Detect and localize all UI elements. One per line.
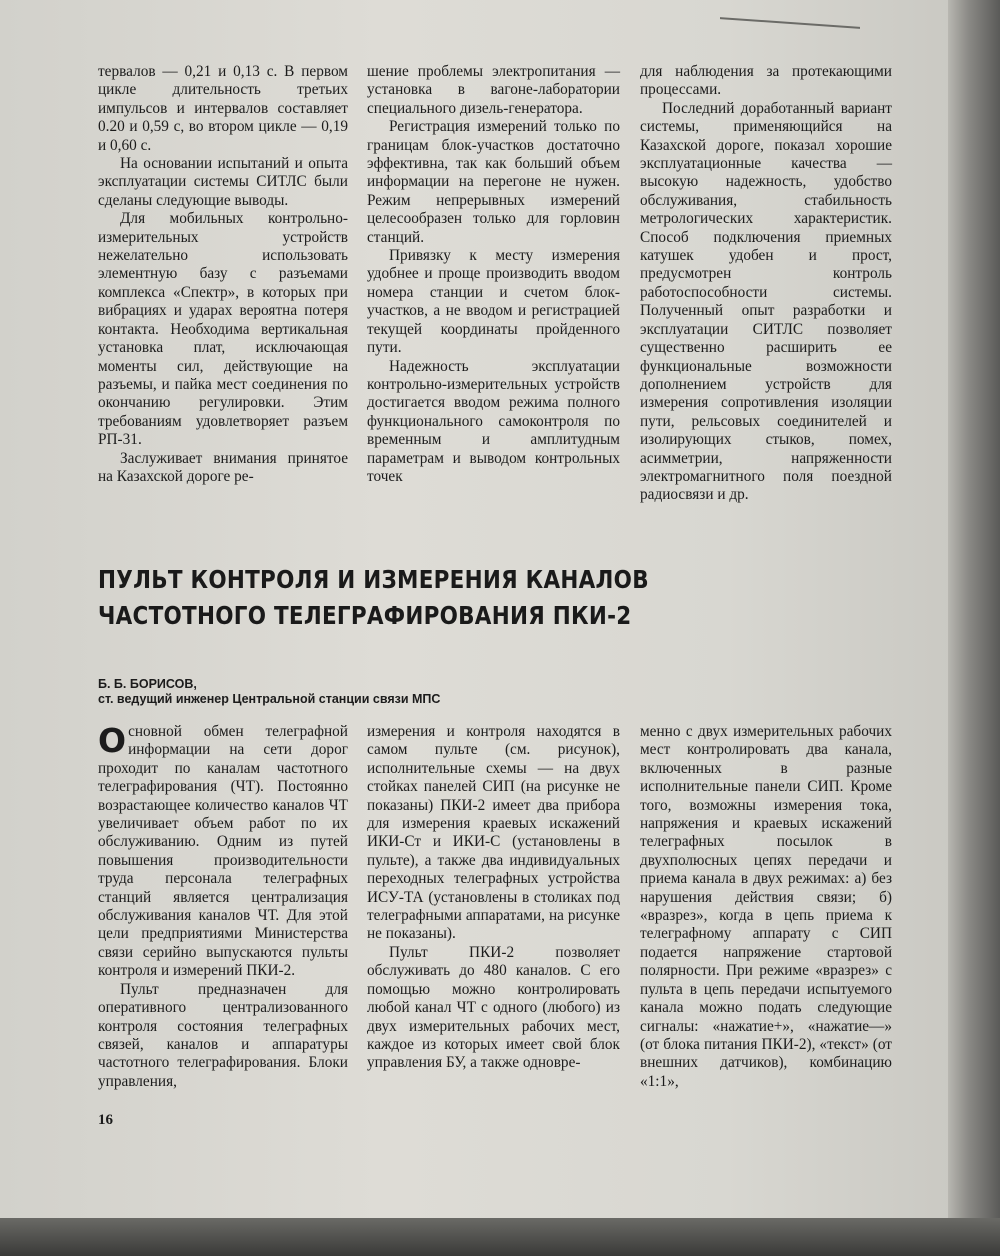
paragraph: тервалов — 0,21 и 0,13 с. В первом цикле длительность третьих импульсов и интервалов составляет 0.20 и 0,59 с, во втором цикле — 0,19 и 0,60 с. (98, 63, 348, 154)
drop-cap: О (98, 721, 127, 760)
paragraph: Надежность эксплуатации контрольно-измерительных устройств достигается вводом режима полного функционального самоконтроля по временным и амплитудным параметрам и выводом контрольных точек (367, 357, 620, 485)
paragraph: Пульт предназначен для оперативного централизованного контроля состояния телеграфных связей, каналов и аппаратуры частотного телеграфирования. Блоки управления, (98, 980, 348, 1090)
top-column-2 (367, 63, 620, 486)
top-column-1 (98, 63, 348, 486)
paragraph: Регистрация измерений только по границам блок-участков достаточно эффективна, так как больший объем информации на перегоне не нужен. Режим непрерывных измерений целесообразен только для горловин станций. (367, 118, 620, 246)
page-bottom-shadow (0, 1218, 1000, 1256)
paragraph: Привязку к месту измерения удобнее и проще производить вводом номера станции и счетом блок-участков, а не вводом и регистрацией текущей координаты пройденного пути. (367, 247, 620, 357)
article-column-2 (367, 723, 620, 1073)
author-position: ст. ведущий инженер Центральной станции связи МПС (98, 692, 441, 706)
article-title (98, 562, 786, 634)
top-column-3 (640, 63, 892, 505)
book-spine-edge (948, 0, 1000, 1256)
paragraph: измерения и контроля находятся в самом пульте (см. рисунок), исполнительные схемы — на двух стойках панелей СИП (на рисунке не показаны) ПКИ-2 имеет два прибора для измерения краевых искажений ИКИ-Ст и ИКИ-С (установлены в пульте), а также два индивидуальных переходных телеграфных устройства ИСУ-ТА (установлены в столиках под телеграфными аппаратами, на рисунке не показаны). (367, 723, 620, 943)
paragraph: Пульт ПКИ-2 позволяет обслуживать до 480 каналов. С его помощью можно контролировать любой канал ЧТ с одного (любого) из двух измерительных рабочих мест, каждое из которых имеет свой блок управления БУ, а также одновре- (367, 943, 620, 1072)
paragraph: Последний доработанный вариант системы, применяющийся на Казахской дороге, показал хорошие эксплуатационные качества — высокую надежность, удобство обслуживания, стабильность метрологических характеристик. Способ подключения приемных катушек удобен и прост, предусмотрен контроль работоспособности системы. Полученный опыт разработки и эксплуатации СИТЛС позволяет существенно расширить ее функциональные возможности дополнением устройств для измерения сопротивления изоляции пути, рельсовых соединителей и изолирующих стыков, помех, асимметрии, напряженности электромагнитного поля поездной радиосвязи и др. (640, 99, 892, 504)
paragraph-text: сновной обмен телеграфной информации на сети дорог проходит по каналам частотного телеграфирования (ЧТ). Постоянно возрастающее количество каналов ЧТ увеличивает объем работ по их обслуживанию. Одним из путей повышения производительности труда персонала телеграфных станций является централизация обслуживания каналов ЧТ. Для этой цели предприятиями Министерства связи серийно выпускаются пульты контроля и измерений ПКИ-2. (98, 723, 348, 980)
paragraph: для наблюдения за протекающими процессами. (640, 63, 892, 99)
paragraph: На основании испытаний и опыта эксплуатации системы СИТЛС были сделаны следующие выводы. (98, 155, 348, 209)
article-column-1 (98, 723, 348, 1091)
page-fold-mark (720, 0, 860, 29)
paragraph (98, 723, 348, 981)
article-title-line-1: ПУЛЬТ КОНТРОЛЯ И ИЗМЕРЕНИЯ КАНАЛОВ (98, 565, 649, 594)
article-title-line-2: ЧАСТОТНОГО ТЕЛЕГРАФИРОВАНИЯ ПКИ-2 (98, 601, 632, 630)
paragraph: Заслуживает внимания принятое на Казахской дороге ре- (98, 449, 348, 485)
author-name: Б. Б. БОРИСОВ, (98, 677, 197, 691)
article-byline (98, 677, 798, 707)
paragraph: Для мобильных контрольно-измерительных устройств нежелательно использовать элементную базу с разъемами комплекса «Спектр», в которых при вибрациях и ударах вероятна потеря контакта. Необходима вертикальная установка плат, исключающая моменты сил, действующие на разъемы, и пайка мест соединения по окончанию регулировки. Этим требованиям удовлетворяет разъем РП-31. (98, 210, 348, 449)
page-number: 16 (98, 1112, 113, 1128)
paragraph: шение проблемы электропитания — установка в вагоне-лаборатории специального дизель-генератора. (367, 63, 620, 117)
article-column-3 (640, 723, 892, 1091)
paragraph: менно с двух измерительных рабочих мест контролировать два канала, включенных в разные исполнительные панели СИП. Кроме того, возможны измерения тока, напряжения и краевых искажений телеграфных посылок в двухполюсных цепях передачи и приема канала в двух режимах: а) без нарушения действия связи; б) «вразрез», когда в цепь приема к телеграфному аппарату с СИП подается напряжение стартовой полярности. При режиме «вразрез» с пульта в цепь передачи испытуемого канала можно подать следующие сигналы: «нажатие+», «нажатие—» (от блока питания ПКИ-2), «текст» (от внешних датчиков), комбинацию «1:1», (640, 723, 892, 1090)
